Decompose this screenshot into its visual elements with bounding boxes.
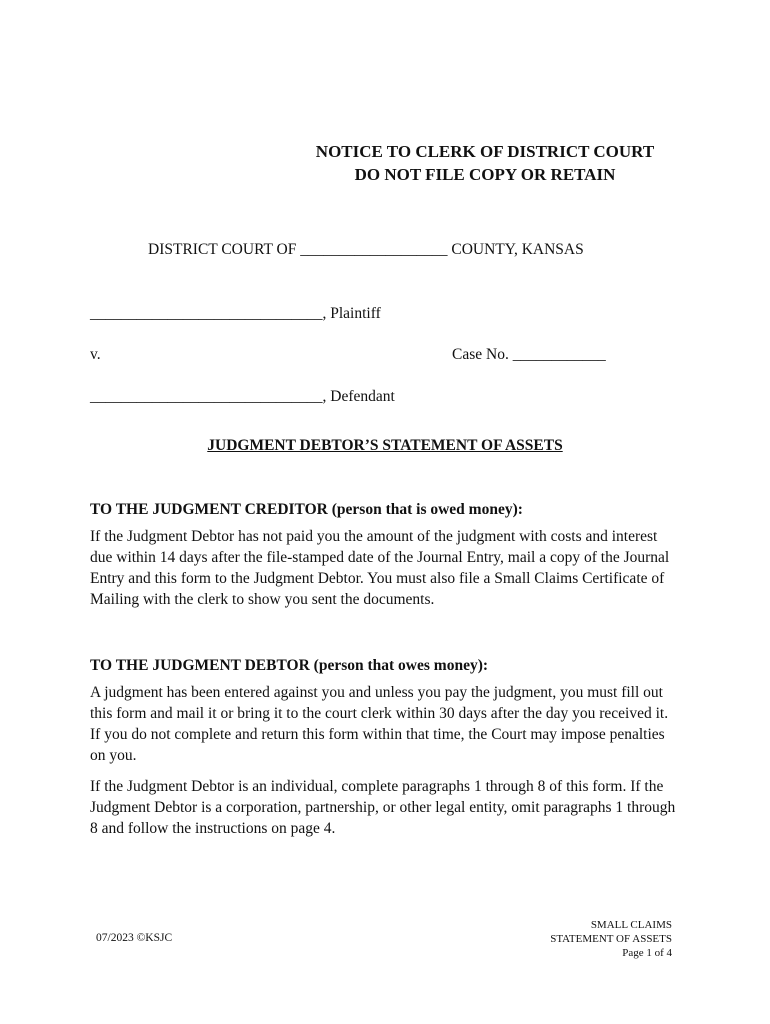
creditor-heading — [90, 500, 682, 520]
debtor-paragraph-2: If the Judgment Debtor is an individual, complete paragraphs 1 through 8 of this form. If the Judgment Debtor is a corporation, partnership, or other legal entity, omit paragraphs 1 through 8 and follow the instructions on page 4. — [90, 778, 676, 837]
creditor-paragraph: If the Judgment Debtor has not paid you the amount of the judgment with costs and interest due within 14 days after the file-stamped date of the Journal Entry, mail a copy of the Journal Entry and this form to the Judgment Debtor. You must also file a Small Claims Certificate of Mailing with the clerk to show you sent the documents. — [90, 528, 670, 608]
debtor-paragraph-1: A judgment has been entered against you and unless you pay the judgment, you must fill out this form and mail it or bring it to the court clerk within 30 days after the day you received it. If you do not complete and return this form within that time, the Court may impose penalties on you. — [90, 684, 669, 764]
notice-line-2: DO NOT FILE COPY OR RETAIN — [354, 165, 616, 184]
debtor-heading-paren: (person that owes money): — [313, 657, 489, 674]
creditor-heading-paren: (person that is owed money): — [331, 501, 523, 518]
defendant-line: ______________________________, Defendant — [90, 388, 395, 405]
clerk-notice — [200, 140, 770, 186]
footer-revision: 07/2023 ©KSJC — [96, 932, 173, 944]
footer-page-number: Page 1 of 4 — [622, 947, 672, 959]
footer-form-line-2: STATEMENT OF ASSETS — [550, 933, 672, 945]
case-number-line: Case No. ____________ — [452, 346, 606, 363]
document-title: JUDGMENT DEBTOR’S STATEMENT OF ASSETS — [207, 437, 563, 454]
creditor-section — [90, 500, 682, 620]
creditor-heading-text: TO THE JUDGMENT CREDITOR — [90, 501, 328, 518]
debtor-heading — [90, 656, 682, 676]
versus-label: v. — [90, 346, 101, 363]
debtor-section — [90, 656, 682, 849]
footer-form-line-1: SMALL CLAIMS — [590, 919, 672, 931]
debtor-heading-text: TO THE JUDGMENT DEBTOR — [90, 657, 310, 674]
court-caption: DISTRICT COURT OF ___________________ COUNTY, KANSAS — [148, 241, 584, 258]
notice-line-1: NOTICE TO CLERK OF DISTRICT COURT — [315, 142, 655, 161]
footer-form-info — [550, 918, 672, 960]
plaintiff-line: ______________________________, Plaintiff — [90, 305, 381, 322]
